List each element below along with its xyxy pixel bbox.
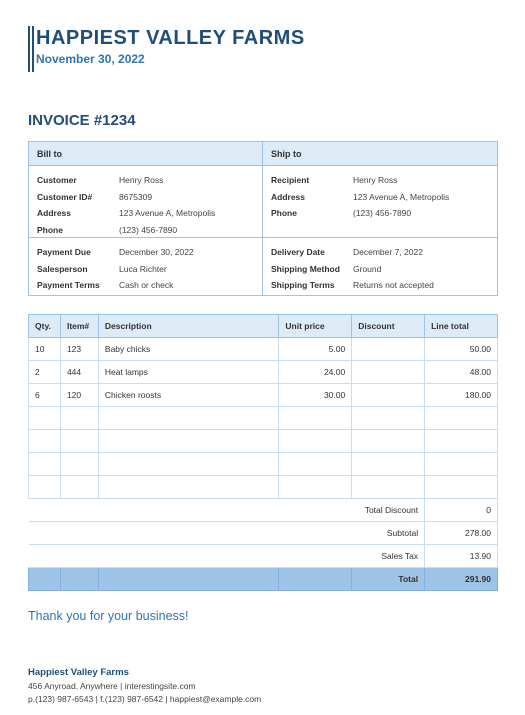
table-row: [29, 407, 498, 430]
delivery-date-row: [271, 244, 497, 261]
cell-item: [60, 407, 98, 430]
column-header-line-total: Line total: [425, 315, 498, 338]
cell-unit-price: [279, 407, 352, 430]
field-label: Customer: [37, 175, 77, 186]
ship-recipient-row: [271, 172, 497, 189]
cell-unit-price: [279, 453, 352, 476]
field-label: Phone: [271, 208, 297, 219]
panel-header-row: [29, 142, 497, 166]
field-label: Shipping Method: [271, 263, 340, 274]
shipping-terms-row: [271, 277, 497, 294]
bill-address-row: [37, 205, 262, 222]
cell-description: Baby chicks: [98, 338, 278, 361]
cell-discount: [352, 430, 425, 453]
panel-body: [29, 166, 497, 295]
total-filler: [29, 568, 61, 591]
cell-qty: [29, 476, 61, 499]
total-filler: [279, 568, 352, 591]
field-label: Delivery Date: [271, 247, 325, 258]
field-value: 8675309: [119, 191, 153, 202]
cell-line-total: [425, 476, 498, 499]
ship-address-row: [271, 189, 497, 206]
cell-item: [60, 430, 98, 453]
bill-to-block: [29, 166, 262, 237]
salesperson-row: [37, 261, 262, 278]
summary-label: Total Discount: [29, 499, 425, 522]
delivery-block: [263, 237, 497, 295]
thank-you-message: Thank you for your business!: [28, 609, 189, 623]
ship-phone-row: [271, 205, 497, 222]
cell-unit-price: 24.00: [279, 361, 352, 384]
field-label: Address: [271, 191, 306, 202]
cell-qty: 6: [29, 384, 61, 407]
footer-company-name: Happiest Valley Farms: [28, 667, 129, 678]
payment-block: [29, 237, 262, 295]
field-value: Cash or check: [119, 280, 174, 291]
payment-due-row: [37, 244, 262, 261]
field-label: Phone: [37, 224, 63, 235]
field-label: Customer ID#: [37, 191, 93, 202]
summary-row-total-discount: [29, 499, 498, 522]
field-label: Recipient: [271, 175, 310, 186]
shipping-method-row: [271, 261, 497, 278]
cell-description: [98, 453, 278, 476]
cell-discount: [352, 476, 425, 499]
cell-line-total: 48.00: [425, 361, 498, 384]
bill-customer-id-row: [37, 189, 262, 206]
table-row: [29, 361, 498, 384]
column-header-description: Description: [98, 315, 278, 338]
bill-to-heading: Bill to: [29, 142, 263, 165]
ship-to-block: [263, 166, 497, 237]
field-label: Address: [37, 208, 72, 219]
table-row: [29, 453, 498, 476]
field-label: Shipping Terms: [271, 280, 335, 291]
line-items-table: [28, 314, 498, 591]
cell-discount: [352, 453, 425, 476]
footer-address-line: 456 Anyroad, Anywhere | interestingsite.com: [28, 681, 196, 691]
field-value: Returns not accepted: [353, 280, 434, 291]
cell-discount: [352, 338, 425, 361]
payment-terms-row: [37, 277, 262, 294]
column-header-item: Item#: [60, 315, 98, 338]
cell-discount: [352, 361, 425, 384]
invoice-header: [28, 26, 305, 72]
cell-item: [60, 453, 98, 476]
company-name: HAPPIEST VALLEY FARMS: [36, 27, 305, 49]
cell-item: 444: [60, 361, 98, 384]
cell-item: [60, 476, 98, 499]
cell-line-total: [425, 430, 498, 453]
invoice-title: INVOICE #1234: [28, 112, 136, 129]
field-value: Henry Ross: [353, 175, 398, 186]
column-header-qty: Qty.: [29, 315, 61, 338]
cell-line-total: [425, 453, 498, 476]
field-value: Luca Richter: [119, 263, 167, 274]
summary-label: Sales Tax: [29, 545, 425, 568]
cell-qty: [29, 453, 61, 476]
field-value: 123 Avenue A, Metropolis: [119, 208, 216, 219]
summary-row-subtotal: [29, 522, 498, 545]
total-filler: [60, 568, 98, 591]
field-value: Ground: [353, 263, 382, 274]
bill-phone-row: [37, 222, 262, 239]
cell-unit-price: 30.00: [279, 384, 352, 407]
cell-unit-price: 5.00: [279, 338, 352, 361]
cell-qty: [29, 430, 61, 453]
cell-description: [98, 430, 278, 453]
cell-item: 120: [60, 384, 98, 407]
cell-line-total: 180.00: [425, 384, 498, 407]
table-row: [29, 384, 498, 407]
ship-to-column: [263, 166, 497, 295]
summary-value: 278.00: [425, 522, 498, 545]
field-value: Henry Ross: [119, 175, 164, 186]
summary-value: 0: [425, 499, 498, 522]
field-label: Payment Terms: [37, 280, 100, 291]
field-value: December 7, 2022: [353, 247, 423, 258]
summary-label: Subtotal: [29, 522, 425, 545]
field-value: (123) 456-7890: [353, 208, 412, 219]
cell-discount: [352, 407, 425, 430]
total-row: [29, 568, 498, 591]
summary-value: 13.90: [425, 545, 498, 568]
bill-to-column: [29, 166, 263, 295]
summary-row-sales-tax: [29, 545, 498, 568]
column-header-unit-price: Unit price: [279, 315, 352, 338]
cell-discount: [352, 384, 425, 407]
field-label: Payment Due: [37, 247, 91, 258]
footer: [28, 667, 261, 704]
cell-line-total: [425, 407, 498, 430]
cell-description: Chicken roosts: [98, 384, 278, 407]
field-value: (123) 456-7890: [119, 224, 178, 235]
total-filler: [98, 568, 278, 591]
billing-shipping-panel: [28, 141, 498, 296]
invoice-date: November 30, 2022: [36, 52, 145, 66]
table-row: [29, 476, 498, 499]
cell-qty: 10: [29, 338, 61, 361]
ship-to-heading: Ship to: [271, 149, 302, 159]
cell-qty: 2: [29, 361, 61, 384]
total-value: 291.90: [425, 568, 498, 591]
field-label: Salesperson: [37, 263, 88, 274]
table-row: [29, 430, 498, 453]
column-header-discount: Discount: [352, 315, 425, 338]
cell-unit-price: [279, 430, 352, 453]
cell-qty: [29, 407, 61, 430]
cell-description: [98, 407, 278, 430]
cell-description: [98, 476, 278, 499]
field-value: December 30, 2022: [119, 247, 194, 258]
cell-item: 123: [60, 338, 98, 361]
cell-unit-price: [279, 476, 352, 499]
table-header-row: [29, 315, 498, 338]
cell-line-total: 50.00: [425, 338, 498, 361]
footer-contact-line: p.(123) 987-6543 | f.(123) 987-6542 | happiest@example.com: [28, 694, 262, 704]
cell-description: Heat lamps: [98, 361, 278, 384]
field-value: 123 Avenue A, Metropolis: [353, 191, 450, 202]
total-label: Total: [352, 568, 425, 591]
table-row: [29, 338, 498, 361]
bill-customer-row: [37, 172, 262, 189]
